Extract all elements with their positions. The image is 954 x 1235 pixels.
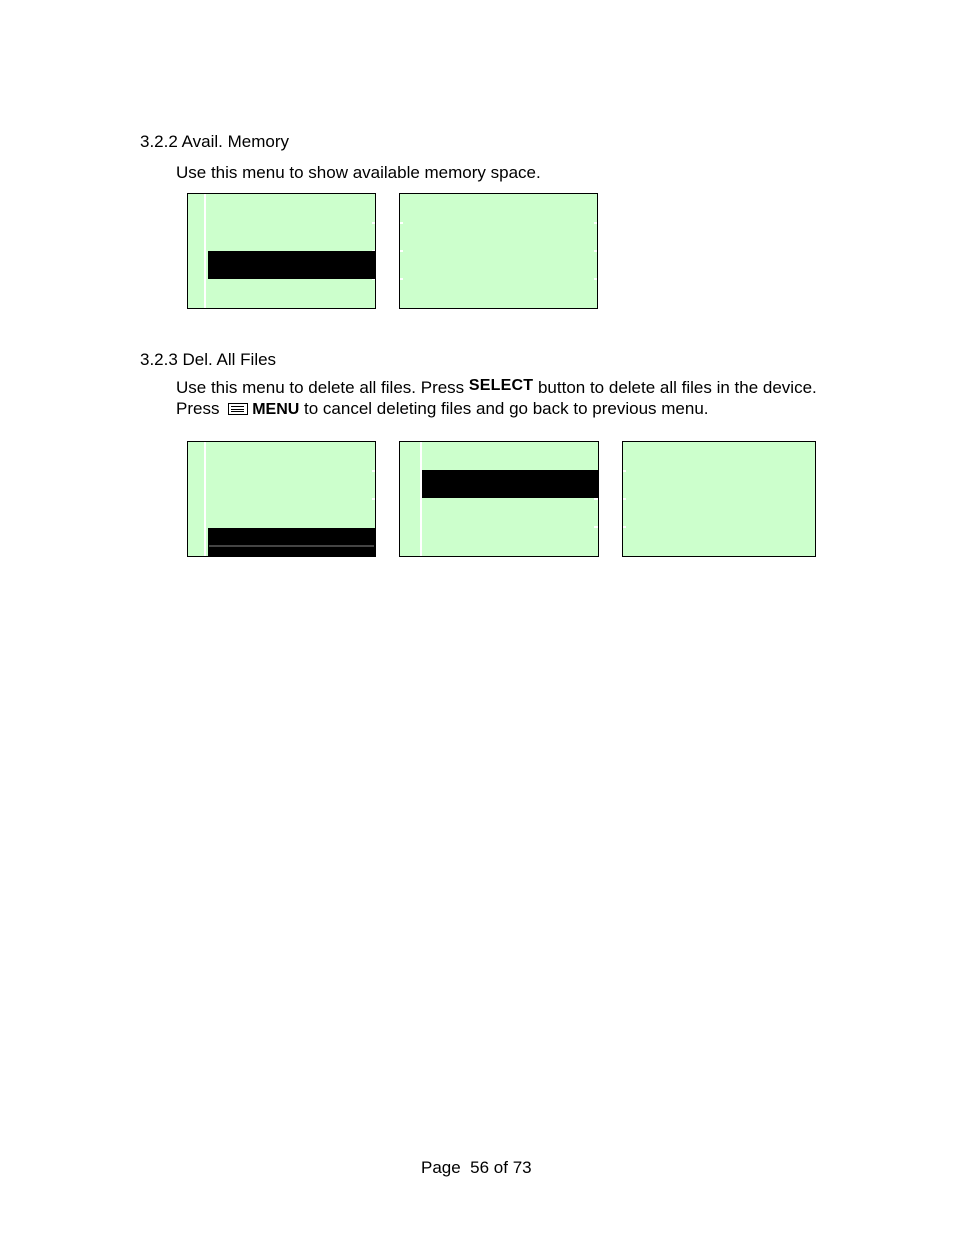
- lcd-screen-del-confirm: [399, 441, 599, 557]
- lcd-highlight-bar: [208, 528, 375, 557]
- lcd-divider: [204, 442, 206, 557]
- avail-memory-description: Use this menu to show available memory space.: [176, 163, 541, 182]
- lcd-divider: [372, 470, 376, 472]
- lcd-screen-avail-result: [399, 193, 598, 309]
- lcd-divider: [594, 222, 598, 224]
- lcd-highlight-bar: [208, 251, 375, 279]
- lcd-screen-avail-menu: [187, 193, 376, 309]
- del-files-description-line2: [176, 398, 709, 420]
- lcd-divider: [594, 526, 599, 528]
- lcd-highlight-bar: [422, 470, 598, 498]
- lcd-screen-del-result: [622, 441, 816, 557]
- select-key-label: SELECT: [468, 377, 534, 394]
- page-footer: [421, 1158, 532, 1178]
- lcd-divider: [594, 278, 598, 280]
- lcd-divider: [623, 526, 626, 528]
- menu-icon: [228, 403, 248, 415]
- del-files-description-line1: [176, 377, 817, 399]
- lcd-divider: [623, 498, 626, 500]
- lcd-divider: [372, 222, 376, 224]
- del-files-text: button to delete all files in the device.: [533, 378, 817, 397]
- del-files-text: Press: [176, 399, 225, 418]
- lcd-divider: [400, 278, 403, 280]
- page-number: 56 of 73: [470, 1158, 532, 1177]
- del-files-text: to cancel deleting files and go back to previous menu.: [299, 399, 709, 418]
- lcd-divider: [594, 250, 598, 252]
- section-heading-avail-memory: 3.2.2 Avail. Memory: [140, 132, 289, 151]
- lcd-divider: [400, 222, 403, 224]
- lcd-divider: [372, 498, 376, 500]
- lcd-screen-del-menu: [187, 441, 376, 557]
- lcd-divider: [209, 545, 374, 547]
- del-files-text: Use this menu to delete all files. Press: [176, 378, 469, 397]
- section-heading-del-all-files: 3.2.3 Del. All Files: [140, 350, 277, 369]
- lcd-divider: [400, 250, 403, 252]
- menu-key-label: MENU: [252, 401, 300, 418]
- page-label: Page: [421, 1158, 461, 1177]
- lcd-divider: [420, 442, 422, 557]
- lcd-divider: [204, 194, 206, 309]
- lcd-divider: [594, 498, 599, 500]
- lcd-divider: [623, 470, 626, 472]
